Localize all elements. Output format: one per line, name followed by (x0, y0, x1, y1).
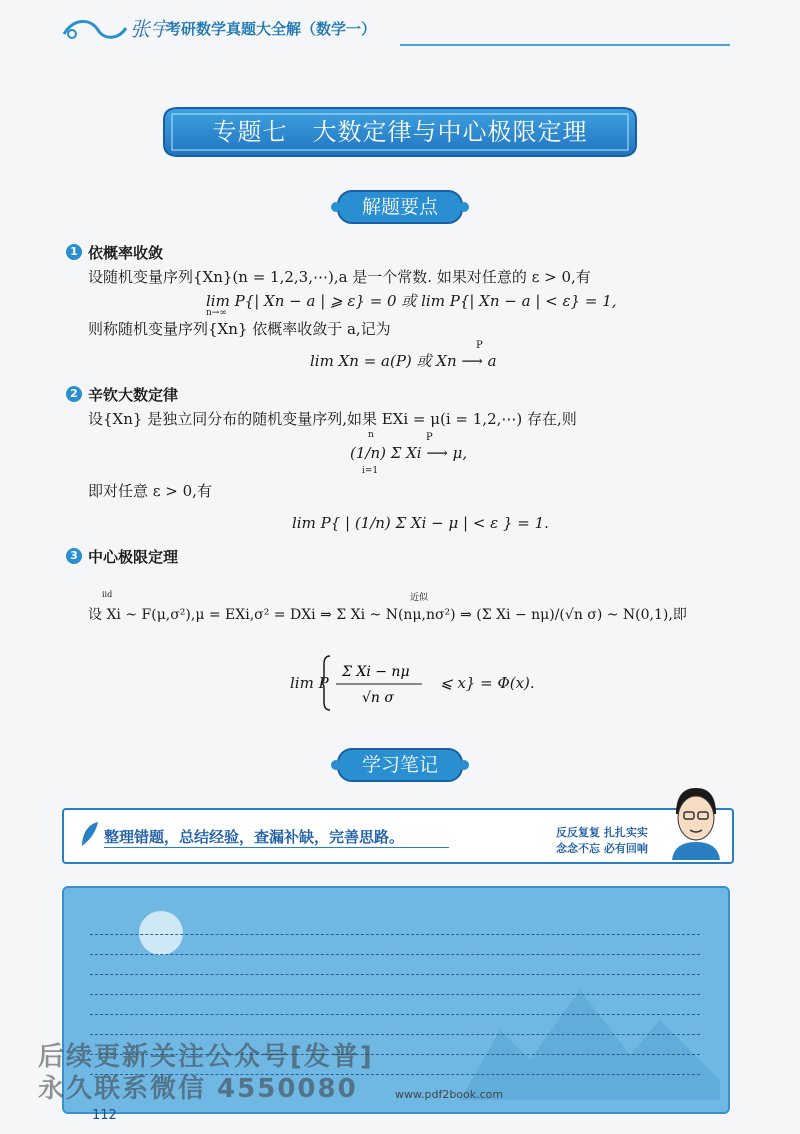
paragraph: 设 Xi ~ F(μ,σ²),μ = EXi,σ² = DXi ⇒ Σ Xi ~ N(nμ,nσ²) ⇒ (Σ Xi − nμ)/(√n σ) ~ N(0,1),即 (88, 607, 687, 623)
section-title: 中心极限定理 (88, 548, 179, 566)
motto-line: 反反复复 扎扎实实 (556, 826, 648, 839)
section-title: 依概率收敛 (88, 244, 164, 262)
limit-subscript: n→∞ (206, 308, 227, 318)
formula: lim P{| Xn − a | ⩾ ε} = 0 或 lim P{| Xn − a | < ε} = 1, (206, 292, 617, 310)
header-rule (400, 44, 730, 46)
logo-text: 张宇 (130, 17, 170, 41)
note-line (90, 1034, 700, 1035)
note-line (90, 1014, 700, 1015)
topic-title: 专题七 大数定律与中心极限定理 (212, 118, 588, 146)
fraction-denominator: √n σ (362, 690, 394, 706)
formula: ⩽ x} = Φ(x). (440, 674, 535, 692)
slogan-underline (104, 847, 449, 848)
section-title: 辛钦大数定律 (88, 386, 179, 404)
watermark-line: 后续更新关注公众号[发普] (38, 1042, 374, 1072)
moon-icon (136, 908, 186, 958)
arrow-label: P (476, 340, 483, 351)
mountains-decoration (460, 960, 720, 1100)
formula: (1/n) Σ Xi ⟶ μ, (350, 444, 468, 462)
approx-label: 近似 (410, 593, 429, 603)
section-number: 1 (66, 244, 82, 260)
formula: lim P{ | (1/n) Σ Xi − μ | < ε } = 1. (292, 514, 549, 532)
header-logo (60, 14, 180, 44)
paragraph: 设{Xn} 是独立同分布的随机变量序列,如果 EXi = μ(i = 1,2,⋯) 存在,则 (88, 410, 577, 428)
watermark-line: 永久联系微信 4550080 (38, 1074, 358, 1104)
iid-label: iid (102, 590, 113, 599)
paragraph: 则称随机变量序列{Xn} 依概率收敛于 a,记为 (88, 320, 391, 338)
header-title: 考研数学真题大全解（数学一） (166, 20, 377, 38)
paragraph: 即对任意 ε > 0,有 (88, 482, 212, 500)
note-line (90, 994, 700, 995)
formula: lim P (290, 674, 329, 692)
slogan-text: 整理错题，总结经验，查漏补缺，完善思路。 (104, 828, 405, 846)
fraction-numerator: Σ Xi − nμ (342, 664, 410, 680)
page-number: 112 (92, 1108, 117, 1123)
study-notes-heading: 学习笔记 (361, 754, 438, 776)
site-url: www.pdf2book.com (395, 1088, 504, 1101)
note-line (90, 954, 700, 955)
note-line (90, 974, 700, 975)
note-line (90, 934, 700, 935)
motto-line: 念念不忘 必有回响 (556, 842, 648, 855)
sum-lower: i=1 (362, 466, 379, 476)
formula: lim Xn = a(P) 或 Xn ⟶ a (310, 352, 497, 370)
sum-upper: n (368, 430, 374, 440)
arrow-label: P (426, 432, 433, 443)
author-avatar (664, 784, 728, 860)
section-number: 2 (66, 386, 82, 402)
section-number: 3 (66, 548, 82, 564)
key-points-heading: 解题要点 (361, 196, 438, 218)
feather-icon (78, 820, 100, 848)
paragraph: 设随机变量序列{Xn}(n = 1,2,3,⋯),a 是一个常数. 如果对任意的 ε > 0,有 (88, 268, 591, 286)
